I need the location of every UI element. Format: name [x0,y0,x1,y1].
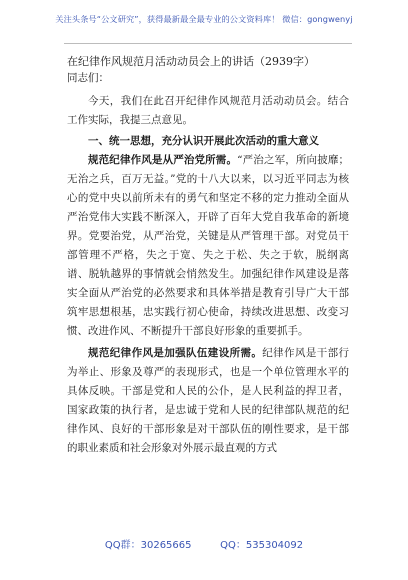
header-divider [64,43,352,44]
footer-qq-label: QQ： [220,540,246,551]
paragraph-1-body: “严治之军，所向披靡；无治之兵，百万无益。”党的十八大以来，以习近平同志为核心的党中央以前所未有的勇气和坚定不移的定力推动全面从严治党伟大实践不断深入，开辟了百年大党自我革命的新境界。党要治党，从严治党，关键是从严管理干部。对党员干部管理不严格，失之于宽、失之于松、失之于软，脱纲离谱、脱轨越界的事情就会悄然发生。加强纪律作风建设是落实全面从严治党的必然要求和具体举措是教育引导广大干部筑牢思想根基，忠实践行初心使命，持续改进思想、改变习惯、改进作风、不断提升干部良好形象的重要抓手。 [67,154,350,337]
header-banner [0,14,408,25]
header-banner-text: 关注头条号“公文研究”，获得最新最全最专业的公文资料库！ 微信：gongwenyj [55,14,353,24]
intro-paragraph: 今天，我们在此召开纪律作风规范月活动动员会。结合工作实际，我提三点意见。 [67,95,349,126]
paragraph-1-lead: 规范纪律作风是从严治党所需。 [88,154,238,166]
paragraph-1 [67,151,349,341]
footer-qq-number: 535304092 [245,540,304,551]
footer-qq-group-number: 30265665 [140,540,192,551]
footer-qq-group-label: QQ群： [104,540,141,551]
document-body [67,54,349,458]
document-title: 在纪律作风规范月活动动员会上的讲话（2939字） [67,55,315,68]
salutation: 同志们： [67,72,109,84]
footer-contact [0,536,408,551]
paragraph-2 [67,344,349,458]
paragraph-2-body: 纪律作风是干部行为举止、形象及尊严的表现形式，也是一个单位管理水平的具体反映。干部是党和人民的公仆，是人民利益的捍卫者，国家政策的执行者，是忠诚于党和人民的纪律部队规范的纪律作风、良好的干部形象是对干部队伍的刚性要求，是干部的职业素质和社会形象对外展示最直观的方式 [67,347,350,454]
section-1-heading: 一、统一思想，充分认识开展此次活动的重大意义 [88,135,319,147]
paragraph-2-lead: 规范纪律作风是加强队伍建设所需。 [88,347,263,359]
